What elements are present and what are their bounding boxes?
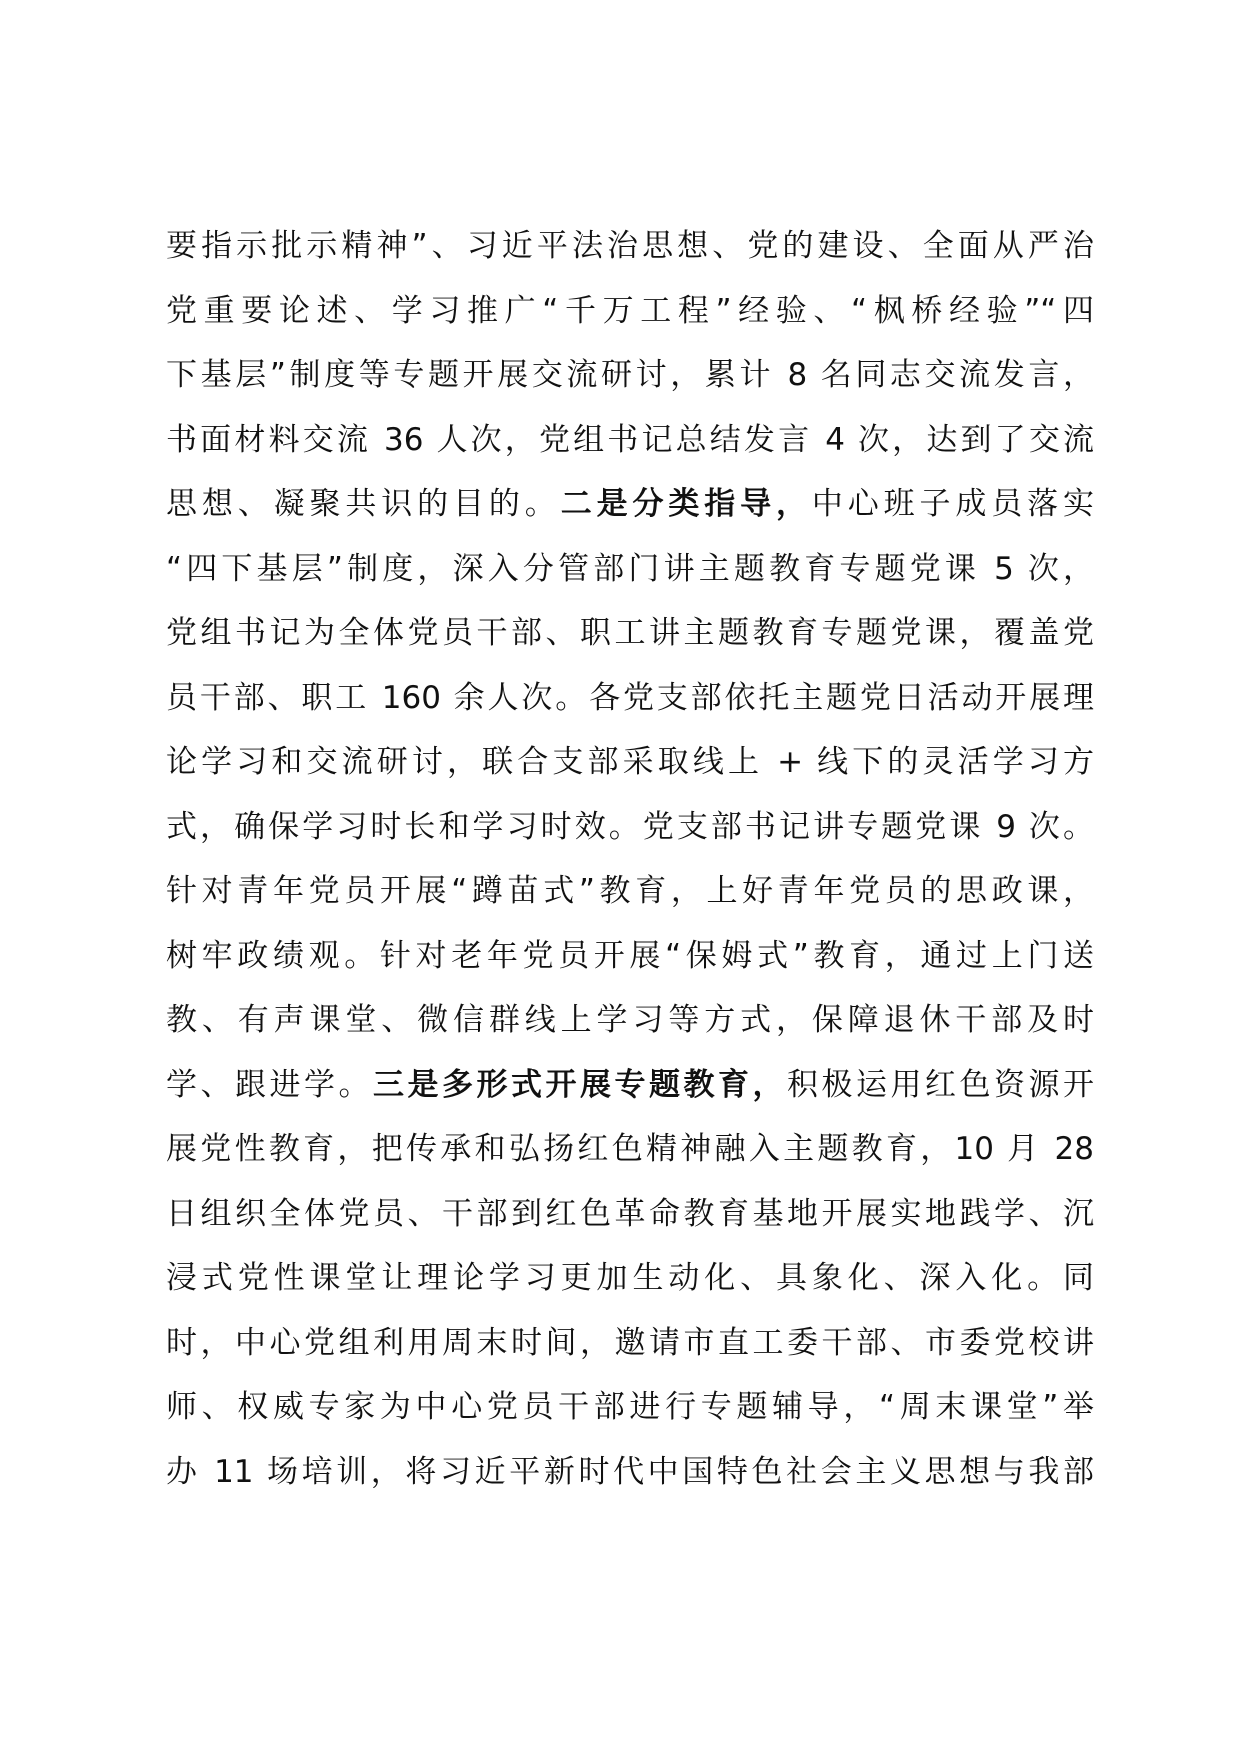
text-segment: 展党性教育，把传承和弘扬红色精神融入主题教育，10 月 28 — [166, 1131, 1094, 1167]
text-segment: 时，中心党组利用周末时间，邀请市直工委干部、市委党校讲 — [166, 1324, 1094, 1361]
text-line — [166, 408, 1094, 473]
section-heading-three: 三是多形式开展专题教育， — [373, 1066, 787, 1103]
text-segment: 要指示批示精神”、习近平法治思想、党的建设、全面从严治 — [166, 228, 1094, 264]
text-line — [166, 343, 1094, 408]
text-segment: 中心班子成员落实 — [811, 486, 1094, 522]
text-line — [166, 537, 1094, 602]
text-segment: 针对青年党员开展“蹲苗式”教育，上好青年党员的思政课， — [166, 873, 1094, 909]
text-line — [166, 1053, 1094, 1118]
text-segment: “四下基层”制度，深入分管部门讲主题教育专题党课 5 次， — [166, 550, 1094, 587]
text-segment: 树牢政绩观。针对老年党员开展“保姆式”教育，通过上门送 — [166, 937, 1094, 974]
text-line — [166, 1117, 1094, 1182]
text-segment: 党重要论述、学习推广“千万工程”经验、“枫桥经验”“四 — [166, 292, 1094, 329]
text-line — [166, 214, 1094, 279]
text-segment: 浸式党性课堂让理论学习更加生动化、具象化、深入化。同 — [166, 1260, 1094, 1296]
text-line — [166, 924, 1094, 989]
text-segment: 式，确保学习时长和学习时效。党支部书记讲专题党课 9 次。 — [166, 808, 1094, 845]
text-segment: 员干部、职工 160 余人次。各党支部依托主题党日活动开展理 — [166, 679, 1094, 716]
text-segment: 书面材料交流 36 人次，党组书记总结发言 4 次，达到了交流 — [166, 421, 1094, 458]
body-text — [166, 214, 1094, 1504]
text-line — [166, 666, 1094, 731]
text-line — [166, 1440, 1094, 1505]
text-line — [166, 1311, 1094, 1376]
text-line — [166, 279, 1094, 344]
text-segment: 下基层”制度等专题开展交流研讨，累计 8 名同志交流发言， — [166, 357, 1094, 393]
text-line — [166, 859, 1094, 924]
text-segment: 党组书记为全体党员干部、职工讲主题教育专题党课，覆盖党 — [166, 615, 1094, 651]
text-line — [166, 795, 1094, 860]
text-line — [166, 601, 1094, 666]
text-segment: 学、跟进学。 — [166, 1066, 373, 1103]
text-segment: 教、有声课堂、微信群线上学习等方式，保障退休干部及时 — [166, 1002, 1094, 1038]
text-segment: 师、权威专家为中心党员干部进行专题辅导，“周末课堂”举 — [166, 1389, 1094, 1425]
text-segment: 办 11 场培训，将习近平新时代中国特色社会主义思想与我部 — [166, 1453, 1094, 1490]
text-segment: 论学习和交流研讨，联合支部采取线上 + 线下的灵活学习方 — [166, 744, 1094, 780]
text-line — [166, 1375, 1094, 1440]
text-line — [166, 988, 1094, 1053]
text-line — [166, 1182, 1094, 1247]
text-line — [166, 472, 1094, 537]
text-segment: 积极运用红色资源开 — [787, 1066, 1094, 1103]
text-segment: 日组织全体党员、干部到红色革命教育基地开展实地践学、沉 — [166, 1195, 1094, 1232]
section-heading-two: 二是分类指导， — [560, 486, 812, 522]
text-line — [166, 730, 1094, 795]
text-segment: 思想、凝聚共识的目的。 — [166, 486, 561, 522]
text-line — [166, 1246, 1094, 1311]
